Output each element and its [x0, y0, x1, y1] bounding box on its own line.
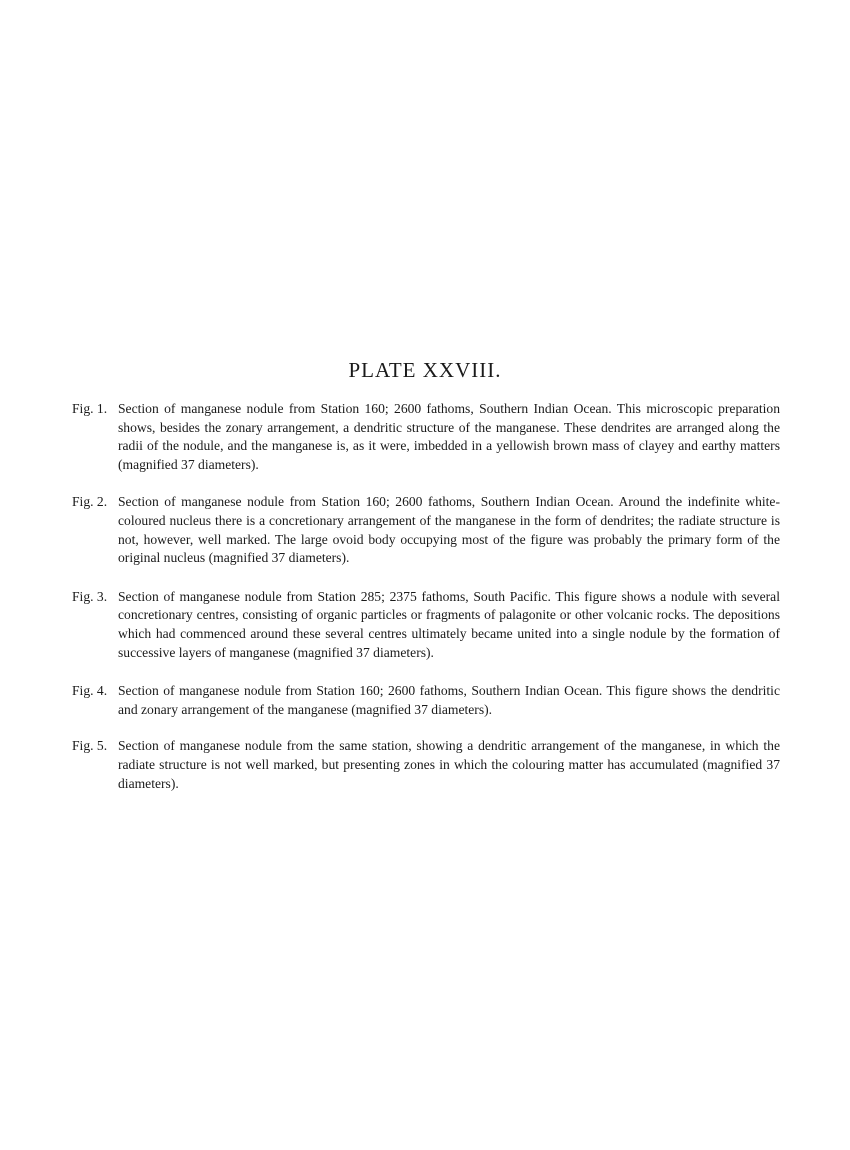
figure-caption-3	[72, 588, 780, 662]
figure-description: Section of manganese nodule from Station 160; 2600 fathoms, Southern Indian Ocean. Around the indefinite white-coloured nucleus there is a concretionary arrangement of the manganese in the form of dendrites; the radiate structure is not, however, well marked. The large ovoid body occupying most of the figure was probably the primary form of the original nucleus (magnified 37 diameters).	[118, 494, 780, 566]
figure-caption-5	[72, 737, 780, 793]
figure-label: Fig. 5.	[72, 738, 108, 754]
figure-label: Fig. 1.	[72, 401, 108, 416]
figure-label: Fig. 3.	[72, 588, 108, 604]
figure-description: Section of manganese nodule from the same station, showing a dendritic arrangement of the manganese, in which the radiate structure is not well marked, but presenting zones in which the colouring matter has accumulated (magnified 37 diameters).	[118, 738, 780, 791]
figure-captions	[72, 400, 780, 793]
figure-description: Section of manganese nodule from Station 285; 2375 fathoms, South Pacific. This figure shows a nodule with several concretionary centres, consisting of organic particles or fragments of palagonite or other volcanic rocks. The depositions which had commenced around these several centres ultimately became united into a single nodule by the formation of successive layers of manganese (magnified 37 diameters).	[118, 588, 780, 660]
figure-caption-2	[72, 493, 780, 567]
figure-caption-1	[72, 400, 780, 474]
plate-title: PLATE XXVIII.	[348, 358, 502, 382]
figure-label: Fig. 2.	[72, 494, 108, 510]
figure-caption-4	[72, 682, 780, 719]
figure-label: Fig. 4.	[72, 683, 108, 699]
figure-description: Section of manganese nodule from Station 160; 2600 fathoms, Southern Indian Ocean. This microscopic preparation shows, besides the zonary arrangement, a dendritic structure of the manganese. These dendrites are arranged along the radii of the nodule, and the manganese is, as it were, imbedded in a yellowish brown mass of clayey and earthy matters (magnified 37 diameters).	[118, 401, 780, 472]
figure-description: Section of manganese nodule from Station 160; 2600 fathoms, Southern Indian Ocean. This figure shows the dendritic and zonary arrangement of the manganese (magnified 37 diameters).	[118, 683, 780, 717]
